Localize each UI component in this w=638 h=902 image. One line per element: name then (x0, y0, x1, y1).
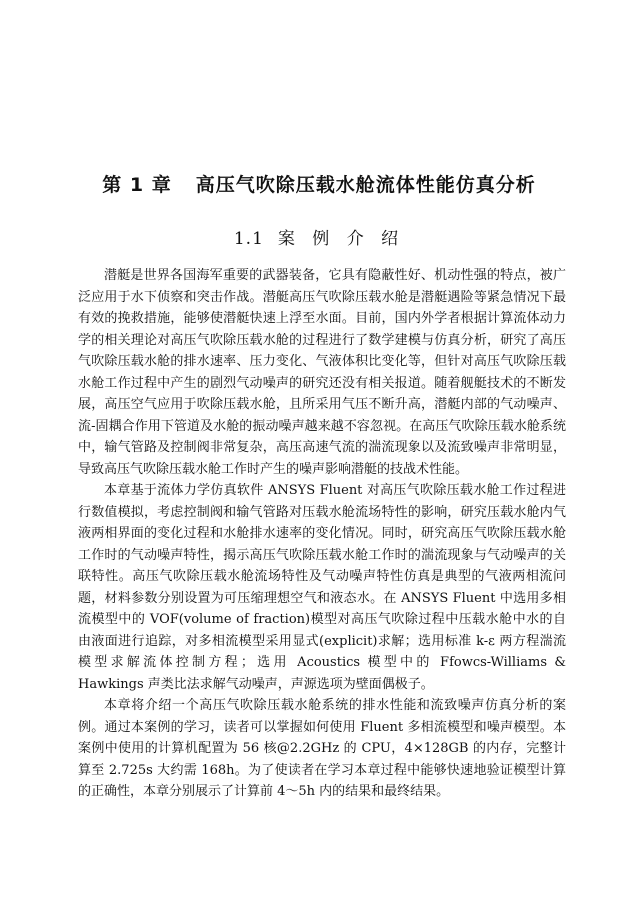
chapter-title: 高压气吹除压载水舱流体性能仿真分析 (195, 174, 536, 196)
section-title: 案 例 介 绍 (277, 229, 405, 249)
section-number: 1.1 (233, 229, 264, 249)
paragraph-2: 本章基于流体力学仿真软件 ANSYS Fluent 对高压气吹除压载水舱工作过程进行数值模拟，考虑控制阀和输气管路对压载水舱流场特性的影响，研究压载水舱内气液两相界面的变化过程和水舱排水速率的变化情况。同时，研究高压气吹除压载水舱工作时的气动噪声特性，揭示高压气吹除压载水舱工作时的湍流现象与气动噪声的关联特性。高压气吹除压载水舱流场特性及气动噪声特性仿真是典型的气液两相流问题，材料参数分别设置为可压缩理想空气和液态水。在 ANSYS Fluent 中选用多相流模型中的 VOF(volume of fraction)模型对高压气吹除过程中压载水舱中水的自由液面进行追踪，对多相流模型采用显式(explicit)求解；选用标准 k-ε 两方程湍流模型求解流体控制方程；选用 Acoustics 模型中的 Ffowcs-Williams & Hawkings 声类比法求解气动噪声，声源选项为壁面偶极子。 (78, 483, 566, 692)
section-heading (0, 224, 638, 249)
paragraph-1: 潜艇是世界各国海军重要的武器装备，它具有隐蔽性好、机动性强的特点，被广泛应用于水下侦察和突击作战。潜艇高压气吹除压载水舱是潜艇遇险等紧急情况下最有效的挽救措施，能够使潜艇快速上浮至水面。目前，国内外学者根据计算流体动力学的相关理论对高压气吹除压载水舱的过程进行了数学建模与仿真分析，研究了高压气吹除压载水舱的排水速率、压力变化、气液体积比变化等，但针对高压气吹除压载水舱工作过程中产生的剧烈气动噪声的研究还没有相关报道。随着舰艇技术的不断发展，高压空气应用于吹除压载水舱，且所采用气压不断升高，潜艇内部的气动噪声、流-固耦合作用下管道及水舱的振动噪声越来越不容忽视。在高压气吹除压载水舱系统中，输气管路及控制阀非常复杂，高压高速气流的湍流现象以及流致噪声非常明显，导致高压气吹除压载水舱工作时产生的噪声影响潜艇的技战术性能。 (78, 268, 566, 477)
paragraph-3: 本章将介绍一个高压气吹除压载水舱系统的排水性能和流致噪声仿真分析的案例。通过本案例的学习，读者可以掌握如何使用 Fluent 多相流模型和噪声模型。本案例中使用的计算机配置为 56 核@2.2GHz 的 CPU，4×128GB 的内存，完整计算至 2.725s 大约需 168h。为了使读者在学习本章过程中能够快速地验证模型计算的正确性，本章分别展示了计算前 4～5h 内的结果和最终结果。 (78, 698, 566, 799)
chapter-number: 第 1 章 (102, 174, 172, 196)
chapter-heading (0, 170, 638, 197)
body-text (78, 265, 566, 803)
